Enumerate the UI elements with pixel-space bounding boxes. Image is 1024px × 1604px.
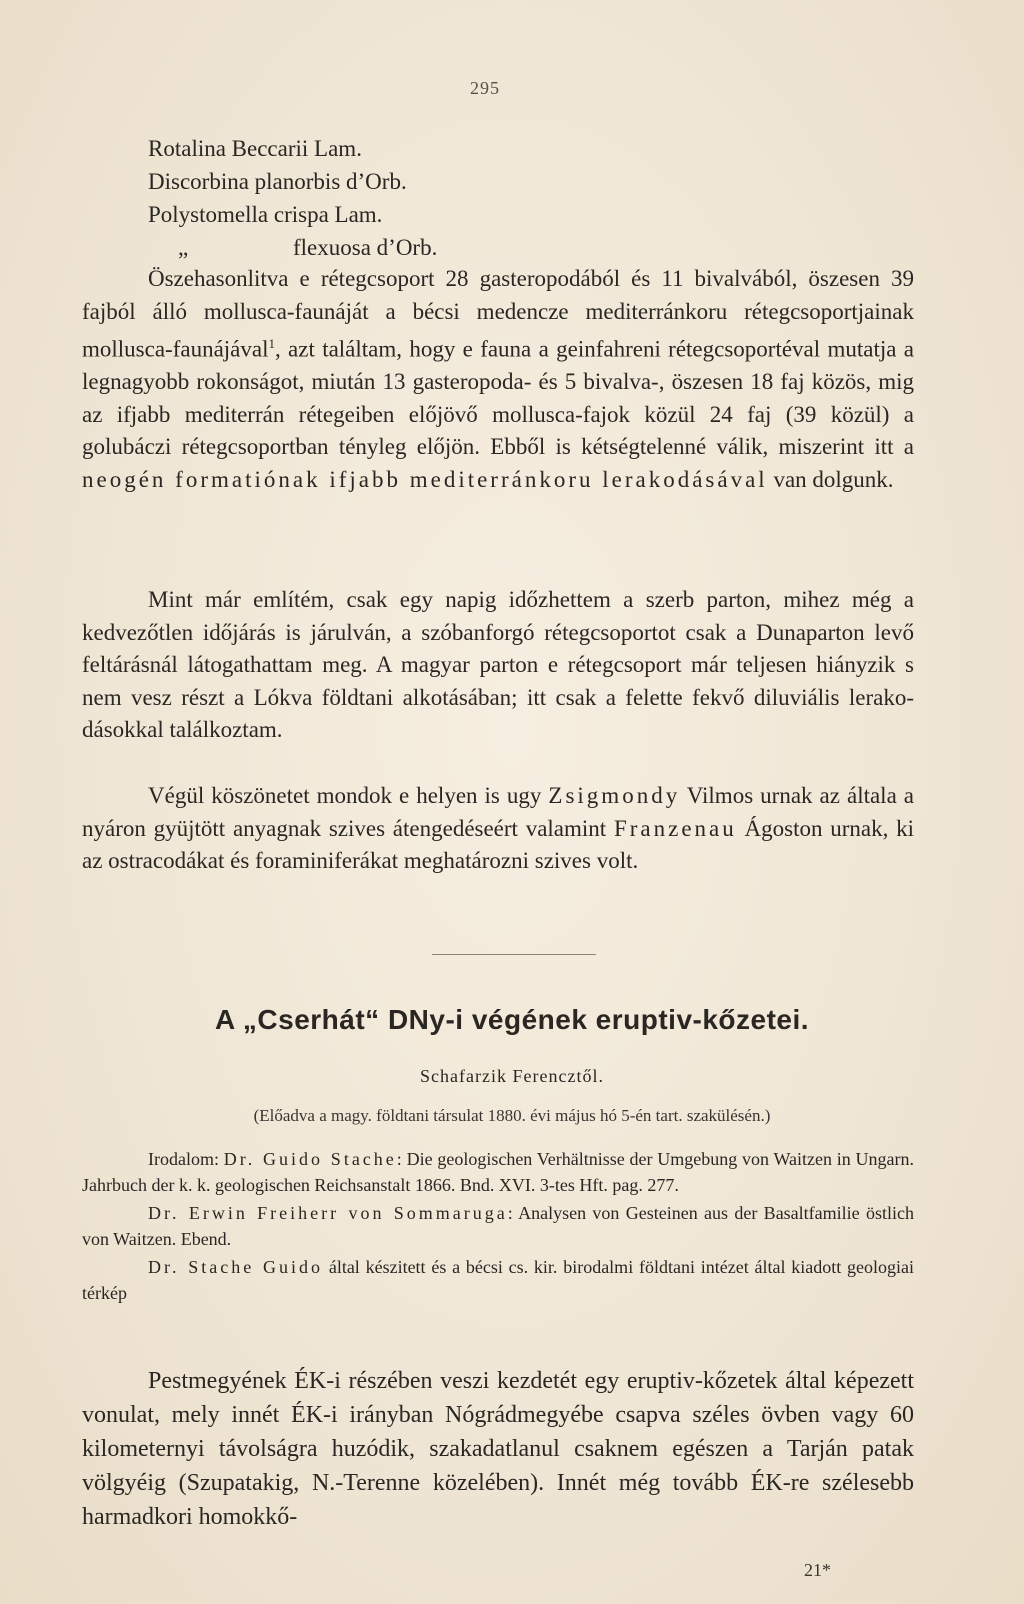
reference-text: által készitett és a bécsi cs. kir. birodalmi földtani intézet által kiadott geologiai térkép <box>82 1257 914 1303</box>
page-number: 295 <box>470 78 500 98</box>
reference-text: : Analysen von Gesteinen aus der Basaltfamilie östlich von Waitzen. Ebend. <box>82 1203 914 1249</box>
article-author: Schafarzik Ferencztől. <box>420 1066 604 1086</box>
ditto-mark: „ <box>178 235 189 260</box>
comparison-paragraph-text <box>82 263 914 496</box>
emphasized-phrase: neogén formatiónak ifjabb mediterránkoru lerakodásával <box>82 466 768 492</box>
thanks-text-part: Végül köszönetet mondok e helyen is ugy <box>148 783 549 808</box>
thanks-paragraph-text <box>82 780 914 878</box>
section-divider <box>432 954 596 955</box>
thanks-text-part: Vilmos urnak az általa a nyáron gyüjtött anyagnak szives átengedéseért valamint <box>82 783 914 841</box>
main-paragraph-text: Pestmegyének ÉK-i részében veszi kezdetét egy eruptiv-kőzetek által képezett vonulat, mely innét ÉK-i irányban Nógrádmegyébe csapva széles övben vagy 60 kilometernyi távolságra huzódik, szakadatlanul csaknem egészen a Tarján patak völgyéig (Szupatakig, N.-Terenne közelében). Innét még tovább ÉK-re szélesebb harmadkori homokkő- <box>82 1368 914 1530</box>
reference-entry <box>82 1254 914 1306</box>
species-item: Discorbina planorbis d’Orb. <box>148 169 407 194</box>
species-item-ditto <box>148 231 437 264</box>
signature-mark: 21* <box>804 1560 831 1580</box>
person-name: Franzenau <box>613 815 737 841</box>
reference-entry <box>82 1146 914 1198</box>
main-paragraph <box>82 1364 914 1534</box>
visit-paragraph <box>82 584 914 747</box>
comparison-text-part: , azt találtam, hogy e fauna a geinfahreni rétegcsoportéval mutatja a legnagyobb rokonságot, miután 13 gasteropoda- és 5 bivalva-, öszesen 18 faj közös, mig az ifjabb mediterrán rétegeiben előjövő mollusca-fajok közül 24 faj (39 közül) a golubáczi rétegcsoportban tényleg előjön. Ebből is kétségtelenné válik, miszerint itt a <box>82 336 914 460</box>
reference-author: Dr. Guido Stache <box>223 1149 397 1169</box>
species-item-name: flexuosa d’Orb. <box>293 235 438 260</box>
person-name: Zsigmondy <box>548 783 681 808</box>
reference-author: Dr. Stache Guido <box>148 1257 324 1277</box>
reference-text: : Die geologischen Verhältnisse der Umgebung von Waitzen in Ungarn. Jahrbuch der k. k. geologischen Reichsanstalt 1866. Bnd. XVI. 3-tes Hft. pag. 277. <box>82 1149 915 1195</box>
species-list <box>148 132 437 264</box>
reference-label: Irodalom: <box>148 1149 224 1169</box>
comparison-text-part: van dolgunk. <box>767 466 894 492</box>
comparison-text-part: Öszehasonlitva e rétegcsoport 28 gasteropodából és 11 bivalvából, öszesen 39 fajból álló mollusca-faunáját a bécsi medencze mediterránkoru rétegcsoportjainak mollusca-faunájával <box>82 266 914 362</box>
comparison-paragraph <box>82 263 914 496</box>
species-item: Rotalina Beccarii Lam. <box>148 136 362 161</box>
references-block <box>82 1146 914 1308</box>
presentation-note: (Előadva a magy. földtani társulat 1880. évi május hó 5-én tart. szakülésén.) <box>253 1106 771 1125</box>
reference-entry <box>82 1200 914 1252</box>
visit-paragraph-text: Mint már említém, csak egy napig időzhettem a szerb parton, mihez még a kedvezőtlen időjárás is járulván, a szóbanforgó rétegcsoportot csak a Dunaparton levő feltárásnál látogathattam meg. A magyar parton e rétegcsoport már teljesen hiányzik s nem vesz részt a Lókva földtani alkotásában; itt csak a felette fekvő diluviális lerakodásokkal találkoztam. <box>82 587 914 742</box>
footnote-mark: 1 <box>268 336 275 351</box>
species-item: Polystomella crispa Lam. <box>148 202 383 227</box>
article-title: A „Cserhát“ DNy-i végének eruptiv-kőzetei. <box>214 1004 810 1035</box>
reference-author: Dr. Erwin Freiherr von Sommaruga <box>148 1203 508 1223</box>
thanks-paragraph <box>82 780 914 878</box>
thanks-text-part: Ágoston urnak, ki az ostracodákat és foraminiferákat meghatározni szives volt. <box>82 815 914 873</box>
